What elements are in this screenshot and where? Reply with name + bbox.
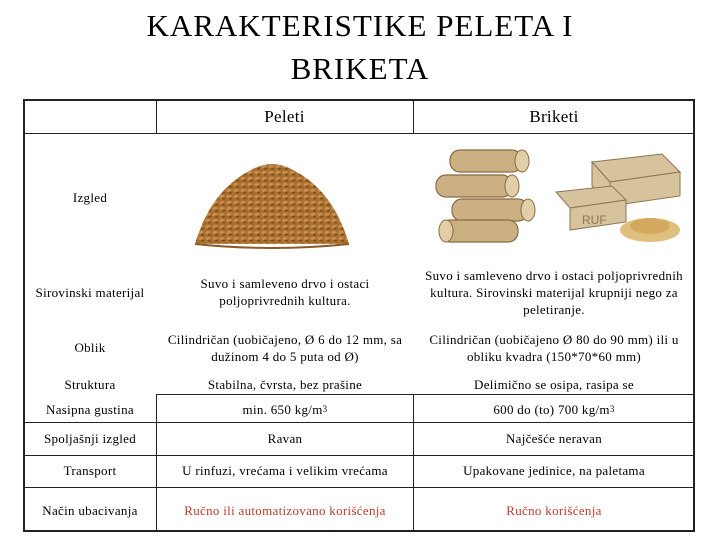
- peleti-struktura: Stabilna, čvrsta, bez prašine: [207, 376, 363, 392]
- peleti-oblik: Cilindričan (uobičajeno, Ø 6 do 12 mm, sa dužinom 4 do 5 puta od Ø): [167, 332, 403, 364]
- title-line-2: BRIKETA: [290, 51, 430, 86]
- row-label-sirovinski: Sirovinski materijal: [35, 284, 145, 300]
- briquette-logs-image: [422, 142, 687, 246]
- peleti-transport: U rinfuzi, vrećama i velikim vrećama: [182, 462, 388, 478]
- briketi-nasipna: 600 do (to) 700 kg/m 3: [493, 401, 615, 417]
- peleti-nasipna: min. 650 kg/m 3: [242, 401, 328, 417]
- row-label-izgled: Izgled: [72, 189, 108, 205]
- table-divider: [23, 455, 695, 456]
- page-title: [0, 4, 720, 90]
- table-divider: [413, 394, 414, 532]
- briketi-spoljasnji: Najčešće neravan: [505, 430, 603, 446]
- peleti-nasipna-value: min. 650 kg/m: [242, 401, 323, 417]
- header-briketi: Briketi: [529, 107, 579, 126]
- row-label-struktura: Struktura: [64, 376, 116, 392]
- row-label-oblik: Oblik: [74, 339, 106, 355]
- pellet-pile-graphic: [191, 140, 353, 252]
- table-divider: [23, 422, 695, 423]
- table-divider: [23, 487, 695, 488]
- pellet-pile-image: [191, 140, 353, 252]
- briquette-graphic: [422, 142, 687, 246]
- table-divider: [156, 394, 695, 395]
- briketi-nasipna-value: 600 do (to) 700 kg/m: [493, 401, 610, 417]
- row-label-spoljasnji: Spoljašnji izgled: [43, 430, 137, 446]
- peleti-spoljasnji: Ravan: [267, 430, 303, 446]
- briketi-oblik: Cilindričan (uobičajeno Ø 80 do 90 mm) ili u obliku kvadra (150*70*60 mm): [429, 332, 679, 364]
- row-label-nasipna: Nasipna gustina: [46, 401, 134, 417]
- briketi-nacin: Ručno korišćenja: [506, 502, 602, 518]
- title-line-1: KARAKTERISTIKE PELETA I: [146, 8, 574, 43]
- row-label-nacin: Način ubacivanja: [42, 502, 138, 518]
- briketi-transport: Upakovane jedinice, na paletama: [463, 462, 645, 478]
- peleti-nacin: Ručno ili automatizovano korišćenja: [184, 502, 386, 518]
- row-label-transport: Transport: [63, 462, 117, 478]
- briketi-sirovinski: Suvo i samleveno drvo i ostaci poljoprivrednih kultura. Sirovinski materijal krupniji nego za peletiranje.: [425, 267, 683, 317]
- table-divider: [156, 394, 157, 532]
- peleti-sirovinski: Suvo i samleveno drvo i ostaci poljoprivrednih kultura.: [200, 276, 370, 308]
- svg-text:RUF: RUF: [582, 213, 607, 227]
- briketi-struktura: Delimično se osipa, rasipa se: [474, 376, 634, 392]
- header-peleti: Peleti: [264, 107, 305, 126]
- table-divider: [23, 133, 695, 134]
